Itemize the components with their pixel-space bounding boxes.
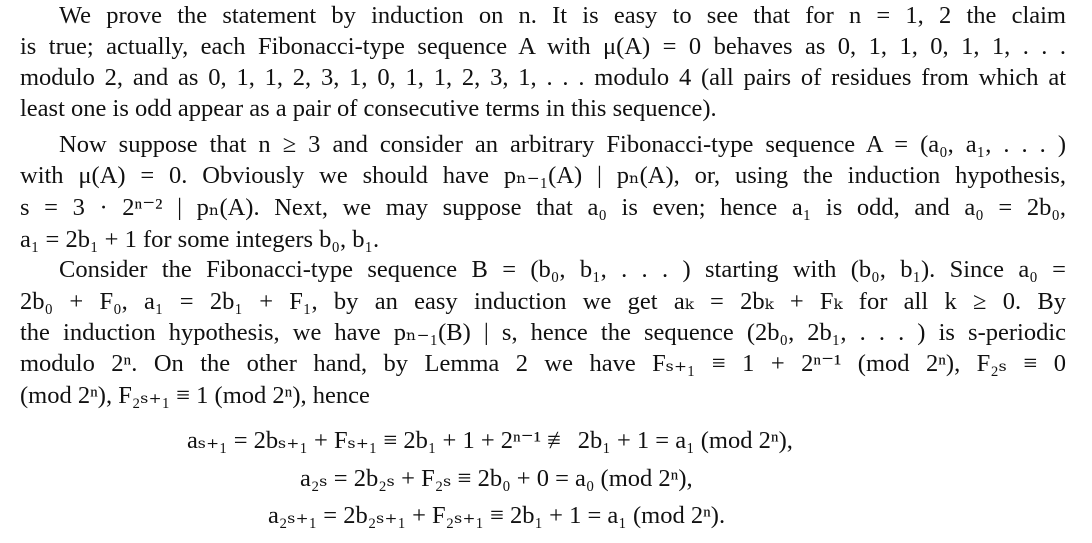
paragraph-3-line-4: modulo 2ⁿ. On the other hand, by Lemma 2 we have Fₛ₊₁ ≡ 1 + 2ⁿ⁻¹ (mod 2ⁿ), F₂ₛ ≡ 0 [20,350,1066,377]
paragraph-3-line-1: Consider the Fibonacci-type sequence B = (b₀, b₁, . . . ) starting with (b₀, b₁). Since a₀ = [59,256,1066,283]
paragraph-3-line-3: the induction hypothesis, we have pₙ₋₁(B) | s, hence the sequence (2b₀, 2b₁, . . . ) is s-periodic [20,319,1066,346]
equation-1: aₛ₊₁ = 2bₛ₊₁ + Fₛ₊₁ ≡ 2b₁ + 1 + 2ⁿ⁻¹ ≢ 2b₁ + 1 = a₁ (mod 2ⁿ), [187,427,793,454]
paragraph-3-line-2: 2b₀ + F₀, a₁ = 2b₁ + F₁, by an easy induction we get aₖ = 2bₖ + Fₖ for all k ≥ 0. By [20,288,1066,315]
paragraph-2-line-3: s = 3 · 2ⁿ⁻² | pₙ(A). Next, we may suppose that a₀ is even; hence a₁ is odd, and a₀ = 2b₀, [20,194,1066,221]
equation-3: a₂ₛ₊₁ = 2b₂ₛ₊₁ + F₂ₛ₊₁ ≡ 2b₁ + 1 = a₁ (mod 2ⁿ). [268,502,726,529]
paragraph-1-line-3: modulo 2, and as 0, 1, 1, 2, 3, 1, 0, 1, 1, 2, 3, 1, . . . modulo 4 (all pairs of residues from which at [20,64,1066,91]
paragraph-1-line-2: is true; actually, each Fibonacci-type sequence A with μ(A) = 0 behaves as 0, 1, 1, 0, 1, 1, . . . [20,33,1066,60]
paragraph-2-line-4: a₁ = 2b₁ + 1 for some integers b₀, b₁. [20,226,380,253]
paragraph-1-line-4: least one is odd appear as a pair of consecutive terms in this sequence). [20,95,717,122]
equation-2: a₂ₛ = 2b₂ₛ + F₂ₛ ≡ 2b₀ + 0 = a₀ (mod 2ⁿ), [300,465,693,492]
paragraph-2-line-2: with μ(A) = 0. Obviously we should have pₙ₋₁(A) | pₙ(A), or, using the induction hypothesis, [20,162,1066,189]
paragraph-1-line-1: We prove the statement by induction on n. It is easy to see that for n = 1, 2 the claim [59,2,1066,29]
paragraph-3-line-5: (mod 2ⁿ), F₂ₛ₊₁ ≡ 1 (mod 2ⁿ), hence [20,382,370,409]
paragraph-2-line-1: Now suppose that n ≥ 3 and consider an arbitrary Fibonacci-type sequence A = (a₀, a₁, . . . ) [59,131,1066,158]
